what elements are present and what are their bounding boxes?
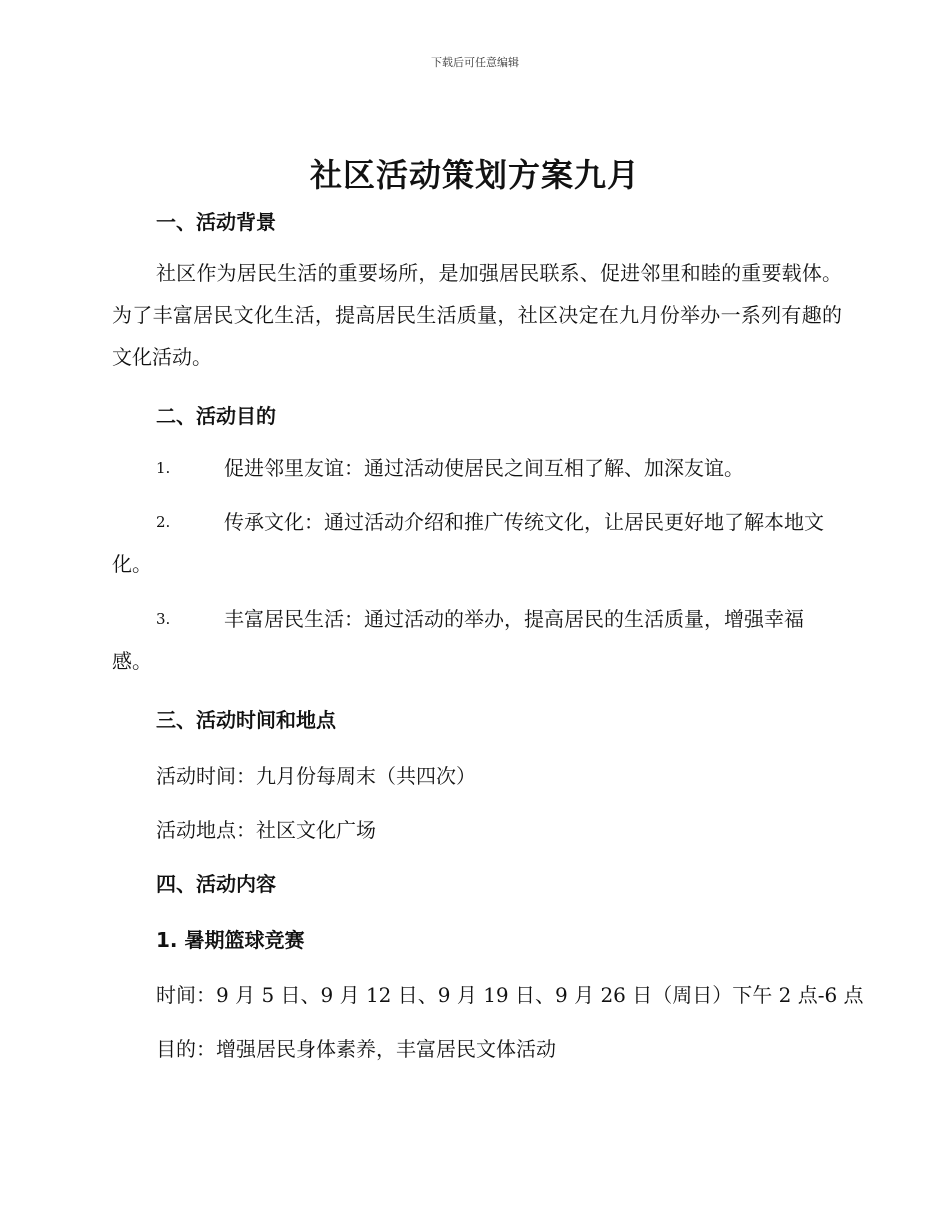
basketball-time: 时间：9 月 5 日、9 月 12 日、9 月 19 日、9 月 26 日（周日）下午 2 点-6 点	[156, 983, 864, 1007]
list-item	[112, 501, 842, 585]
background-paragraph: 社区作为居民生活的重要场所，是加强居民联系、促进邻里和睦的重要载体。为了丰富居民文化生活，提高居民生活质量，社区决定在九月份举办一系列有趣的文化活动。	[112, 261, 842, 369]
section-heading-purpose: 二、活动目的	[156, 404, 276, 428]
document-title: 社区活动策划方案九月	[309, 156, 640, 194]
list-text: 促进邻里友谊：通过活动使居民之间互相了解、加深友谊。	[224, 456, 744, 480]
list-item	[112, 598, 842, 682]
list-text: 丰富居民生活：通过活动的举办，提高居民的生活质量，增强幸福感。	[112, 607, 804, 673]
activity-place: 活动地点：社区文化广场	[156, 818, 376, 842]
subsection-heading-basketball: 1. 暑期篮球竞赛	[156, 928, 305, 952]
list-number: 3.	[156, 610, 171, 628]
activity-time: 活动时间：九月份每周末（共四次）	[156, 764, 476, 788]
list-text: 传承文化：通过活动介绍和推广传统文化，让居民更好地了解本地文化。	[112, 510, 824, 576]
list-number: 2.	[156, 513, 171, 531]
header-note: 下载后可任意编辑	[431, 56, 519, 69]
list-item	[112, 447, 842, 489]
basketball-purpose: 目的：增强居民身体素养，丰富居民文体活动	[156, 1037, 556, 1061]
section-heading-time-place: 三、活动时间和地点	[156, 708, 336, 732]
section-heading-content: 四、活动内容	[156, 872, 276, 896]
list-number: 1.	[156, 459, 171, 477]
section-heading-background: 一、活动背景	[156, 210, 276, 234]
